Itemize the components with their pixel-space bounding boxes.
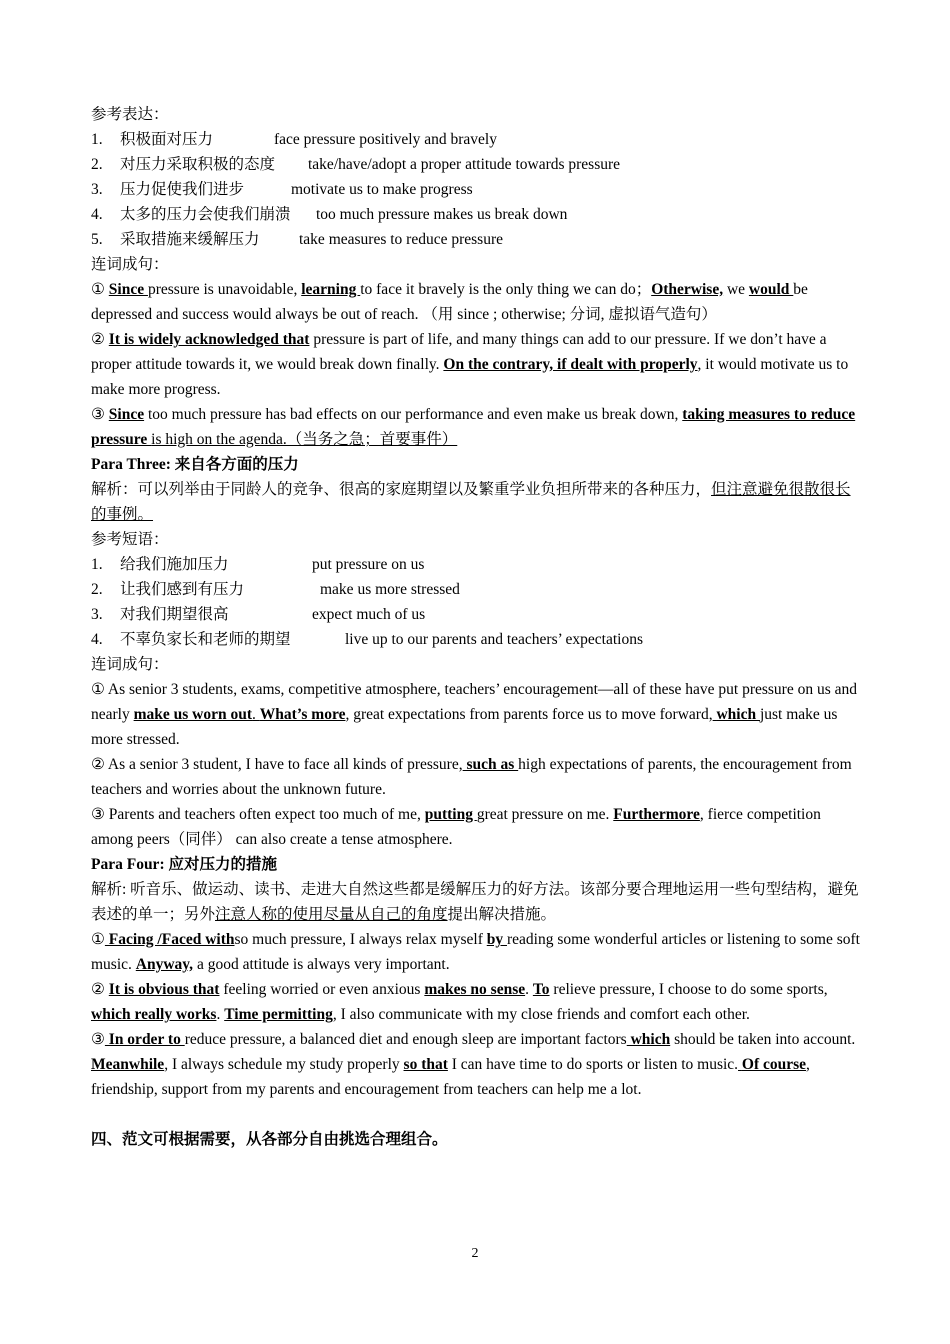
keyword: On the contrary, if dealt with properly (443, 356, 698, 373)
circled-number: ② (91, 756, 105, 773)
item-english: take measures to reduce pressure (299, 231, 503, 248)
text: feeling worried or even anxious (219, 981, 425, 998)
circled-number: ③ (91, 1031, 105, 1048)
list-item (91, 202, 863, 227)
list-item (91, 602, 863, 627)
underlined-text: 注意人称的使用尽量从自己的角度 (215, 906, 448, 923)
reference-phrases-heading: 参考短语： (91, 531, 169, 548)
text: I can have time to do sports or listen to music. (447, 1056, 739, 1073)
keyword: Anyway, (135, 956, 194, 973)
text: too much pressure has bad effects on our performance and even make us break down, (144, 406, 683, 423)
text: . (216, 1006, 225, 1023)
document-page (91, 102, 863, 1152)
list-item (91, 627, 863, 652)
example-sentence (91, 977, 863, 1027)
item-chinese: 对压力采取积极的态度 (120, 156, 276, 173)
item-number: 2. (91, 156, 103, 173)
example-sentence (91, 752, 863, 802)
text: , fierce competition among peers（同伴） can also create a tense atmosphere. (91, 806, 821, 848)
text: should be taken into account. (670, 1031, 856, 1048)
keyword: Time permitting (224, 1006, 333, 1023)
item-chinese: 给我们施加压力 (120, 556, 229, 573)
text: reading some wonderful articles or listening to some soft music. (91, 931, 860, 973)
text: high expectations of parents, the encouragement from teachers and worries about the unknown future. (91, 756, 852, 798)
item-english: take/have/adopt a proper attitude towards pressure (308, 156, 621, 173)
item-number: 4. (91, 631, 103, 648)
text: is (151, 431, 162, 448)
item-english: too much pressure makes us break down (316, 206, 568, 223)
keyword: It is obvious that (108, 981, 220, 998)
text: . (252, 706, 260, 723)
item-english: motivate us to make progress (291, 181, 473, 198)
item-number: 3. (91, 181, 103, 198)
text: pressure is part of life, and many things can add to our pressure. If we don’t have a proper attitude towards it, we would break down finally. (91, 331, 827, 373)
text: As a senior 3 student, I have to face all kinds of pressure, (104, 756, 463, 773)
keyword: Meanwhile (91, 1056, 165, 1073)
keyword: To (532, 981, 550, 998)
item-english: face pressure positively and bravely (274, 131, 497, 148)
item-chinese: 采取措施来缓解压力 (120, 231, 260, 248)
text: Parents and teachers often expect too much of me, (104, 806, 425, 823)
circled-number: ③ (91, 406, 105, 423)
list-item (91, 552, 863, 577)
keyword: Furthermore (613, 806, 700, 823)
text: , great expectations from parents force us to move forward, (345, 706, 713, 723)
circled-number: ① (91, 281, 105, 298)
item-english: put pressure on us (312, 556, 425, 573)
item-chinese: 不辜负家长和老师的期望 (120, 631, 291, 648)
text: reduce pressure, a balanced diet and enough sleep are important factors (184, 1031, 627, 1048)
item-english: live up to our parents and teachers’ expectations (345, 631, 643, 648)
text: , I also communicate with my close friends and comfort each other. (332, 1006, 750, 1023)
keyword: which really works (91, 1006, 217, 1023)
text: 提出解决措施。 (447, 906, 557, 923)
list-item (91, 577, 863, 602)
keyword: make us worn out (133, 706, 253, 723)
item-chinese: 让我们感到有压力 (120, 581, 245, 598)
para-label: Para Three: (91, 456, 171, 473)
keyword: learning (301, 281, 361, 298)
circled-number: ② (91, 981, 105, 998)
example-sentence (91, 327, 863, 402)
text: 解析：可以列举由于同龄人的竞争、很高的家庭期望以及繁重学业负担所带来的各种压力， (91, 481, 712, 498)
para-title: 应对压力的措施 (164, 856, 277, 873)
para-label: Para Four: (91, 856, 165, 873)
keyword: would (748, 281, 794, 298)
circled-number: ③ (91, 806, 105, 823)
para-four-heading (91, 852, 863, 877)
text: we (723, 281, 749, 298)
example-sentence (91, 927, 863, 977)
text: pressure is unavoidable, (147, 281, 302, 298)
keyword: Otherwise, (651, 281, 724, 298)
item-chinese: 对我们期望很高 (120, 606, 229, 623)
keyword: putting (424, 806, 477, 823)
text: relieve pressure, I choose to do some sports, (549, 981, 828, 998)
item-chinese: 积极面对压力 (120, 131, 214, 148)
text: be depressed and success would always be out of reach. （用 since ; otherwise; 分词, 虚拟语气造句） (91, 281, 808, 323)
example-sentence (91, 677, 863, 752)
example-sentence (91, 1027, 863, 1102)
underlined-text: 但注意避免很散很长的事例。 (91, 481, 851, 523)
reference-expressions-heading: 参考表达： (91, 106, 169, 123)
text: 解析: 听音乐、做运动、读书、走进大自然这些都是缓解压力的好方法。该部分要合理地运用一些句型结构，避免表述的单一；另外 (91, 881, 859, 923)
item-number: 3. (91, 606, 103, 623)
para-title: 来自各方面的压力 (170, 456, 299, 473)
list-item (91, 152, 863, 177)
circled-number: ② (91, 331, 105, 348)
sentence-heading: 连词成句： (91, 256, 169, 273)
sentence-heading: 连词成句： (91, 656, 169, 673)
item-number: 1. (91, 131, 103, 148)
keyword: Facing /Faced with (104, 931, 235, 948)
text: high on the agenda.（当务之急；首要事件） (161, 431, 458, 448)
text: just make us more stressed. (91, 706, 838, 748)
para-four-analysis (91, 877, 863, 927)
circled-number: ① (91, 681, 105, 698)
text: , friendship, support from my parents and encouragement from teachers can help me a lot. (91, 1056, 810, 1098)
list-item (91, 127, 863, 152)
para-three-heading (91, 452, 863, 477)
item-chinese: 太多的压力会使我们崩溃 (120, 206, 291, 223)
keyword: which (626, 1031, 671, 1048)
list-item (91, 177, 863, 202)
keyword: by (486, 931, 507, 948)
text: , it would motivate us to make more progress. (91, 356, 849, 398)
page-number: 2 (471, 1246, 479, 1261)
para-three-analysis (91, 477, 863, 527)
expression-list (91, 127, 863, 252)
list-item (91, 227, 863, 252)
section-four-heading: 四、范文可根据需要，从各部分自由挑选合理组合。 (91, 1131, 448, 1148)
keyword: Since (108, 406, 145, 423)
item-number: 2. (91, 581, 103, 598)
item-number: 1. (91, 556, 103, 573)
item-number: 5. (91, 231, 103, 248)
keyword: so that (403, 1056, 448, 1073)
keyword: taking measures to reduce pressure (91, 406, 856, 448)
keyword: What’s more (259, 706, 346, 723)
example-sentence (91, 402, 863, 452)
keyword: In order to (104, 1031, 185, 1048)
example-sentence (91, 277, 863, 327)
text: , I always schedule my study properly (164, 1056, 404, 1073)
example-sentence (91, 802, 863, 852)
spacer (91, 1102, 863, 1127)
text: so much pressure, I always relax myself (234, 931, 487, 948)
text: a good attitude is always very important. (193, 956, 450, 973)
keyword: Of course (741, 1056, 807, 1073)
circled-number: ① (91, 931, 105, 948)
item-english: make us more stressed (320, 581, 460, 598)
item-number: 4. (91, 206, 103, 223)
text: . (525, 981, 533, 998)
keyword: Since (108, 281, 148, 298)
keyword: It is widely acknowledged that (108, 331, 310, 348)
text: great pressure on me. (476, 806, 614, 823)
text: As senior 3 students, exams, competitive atmosphere, teachers’ encouragement—all of these have put pressure on us and nearly (91, 681, 858, 723)
keyword: which (716, 706, 760, 723)
phrase-list (91, 552, 863, 652)
item-chinese: 压力促使我们进步 (120, 181, 245, 198)
text: to face it bravely is the only thing we can do； (360, 281, 652, 298)
keyword: makes no sense (424, 981, 526, 998)
keyword: such as (462, 756, 519, 773)
item-english: expect much of us (312, 606, 426, 623)
